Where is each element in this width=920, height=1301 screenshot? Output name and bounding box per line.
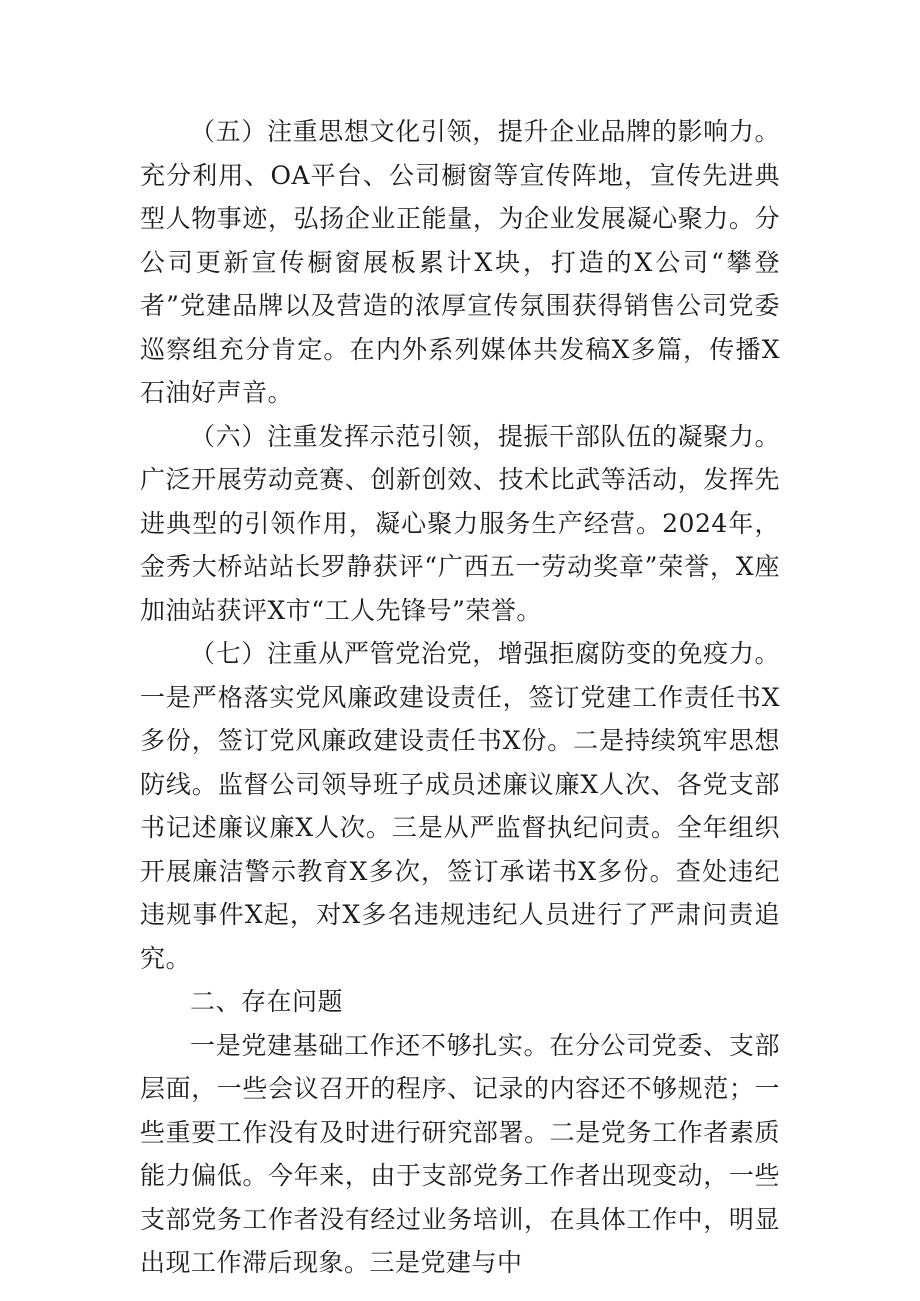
- paragraph-six: （六）注重发挥示范引领，提振干部队伍的凝聚力。广泛开展劳动竞赛、创新创效、技术比武等活动，发挥先进典型的引领作用，凝心聚力服务生产经营。2024年，金秀大桥站站长罗静获评“广西五一劳动奖章”荣誉，X座加油站获评X市“工人先锋号”荣誉。: [140, 421, 780, 625]
- document-body: [140, 110, 780, 1285]
- section-heading-problems: 二、存在问题: [190, 987, 344, 1016]
- paragraph-problems: 一是党建基础工作还不够扎实。在分公司党委、支部层面，一些会议召开的程序、记录的内容还不够规范；一些重要工作没有及时进行研究部署。二是党务工作者素质能力偏低。今年来，由于支部党务工作者出现变动，一些支部党务工作者没有经过业务培训，在具体工作中，明显出现工作滞后现象。三是党建与中: [140, 1030, 780, 1277]
- paragraph-five: （五）注重思想文化引领，提升企业品牌的影响力。充分利用、OA平台、公司橱窗等宣传阵地，宣传先进典型人物事迹，弘扬企业正能量，为企业发展凝心聚力。分公司更新宣传橱窗展板累计X块，打造的X公司“攀登者”党建品牌以及营造的浓厚宣传氛围获得销售公司党委巡察组充分肯定。在内外系列媒体共发稿X多篇，传播X石油好声音。: [140, 117, 780, 407]
- paragraph-seven: （七）注重从严管党治党，增强拒腐防变的免疫力。一是严格落实党风廉政建设责任，签订党建工作责任书X多份，签订党风廉政建设责任书X份。二是持续筑牢思想防线。监督公司领导班子成员述廉议廉X人次、各党支部书记述廉议廉X人次。三是从严监督执纪问责。全年组织开展廉洁警示教育X多次，签订承诺书X多份。查处违纪违规事件X起，对X多名违规违纪人员进行了严肃问责追究。: [140, 639, 780, 973]
